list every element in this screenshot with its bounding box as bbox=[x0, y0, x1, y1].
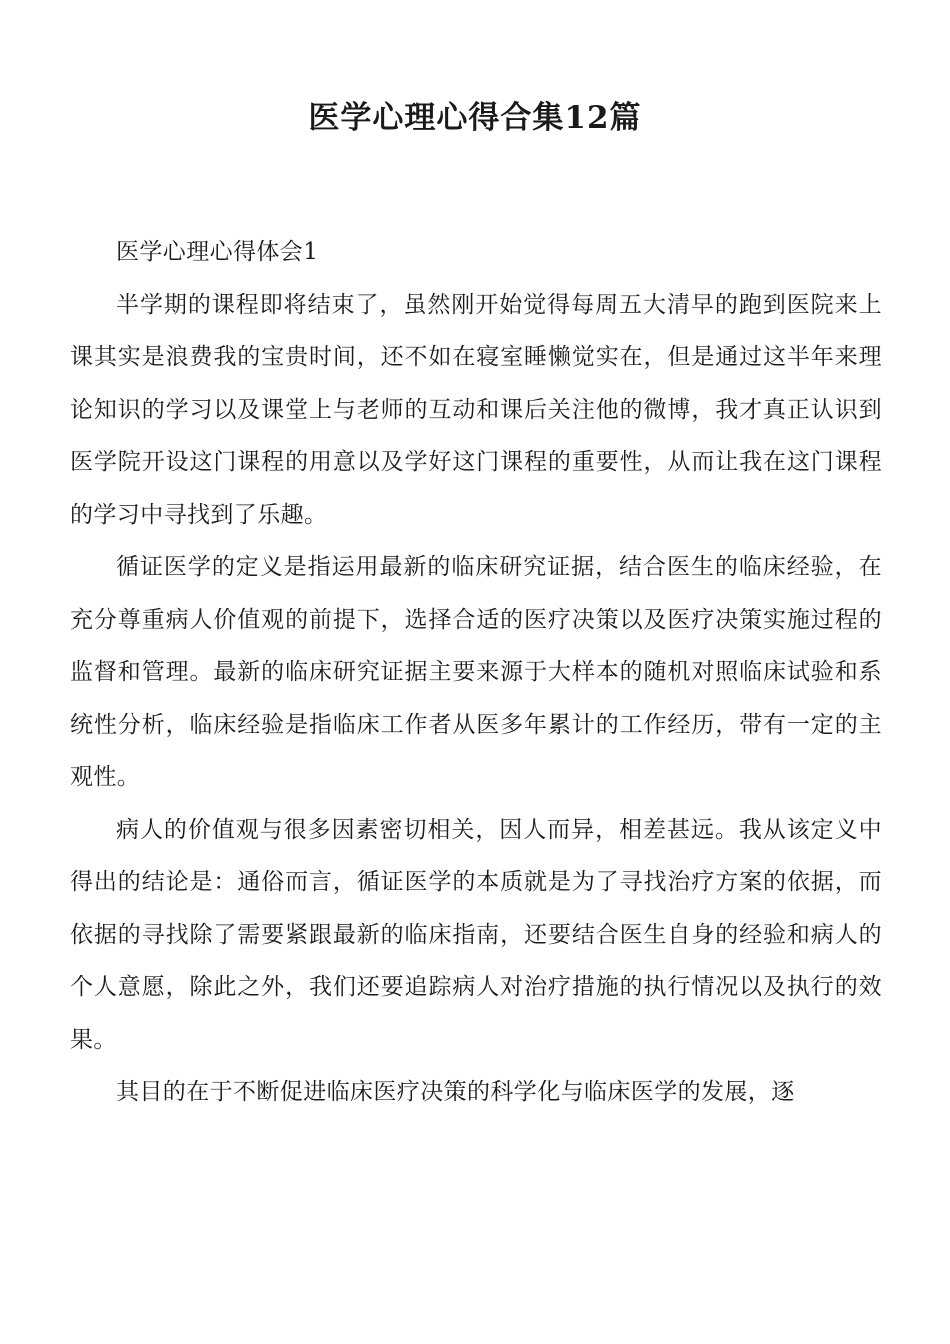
paragraph-1: 半学期的课程即将结束了，虽然刚开始觉得每周五大清早的跑到医院来上课其实是浪费我的宝贵时间，还不如在寝室睡懒觉实在，但是通过这半年来理论知识的学习以及课堂上与老师的互动和课后关注他的微博，我才真正认识到医学院开设这门课程的用意以及学好这门课程的重要性，从而让我在这门课程的学习中寻找到了乐趣。 bbox=[70, 291, 882, 528]
document-title: 医学心理心得合集12篇 bbox=[308, 100, 642, 136]
paragraph-4: 其目的在于不断促进临床医疗决策的科学化与临床医学的发展，逐 bbox=[116, 1079, 795, 1105]
document-body bbox=[70, 226, 882, 1119]
paragraph-3: 病人的价值观与很多因素密切相关，因人而异，相差甚远。我从该定义中得出的结论是：通俗而言，循证医学的本质就是为了寻找治疗方案的依据，而依据的寻找除了需要紧跟最新的临床指南，还要结合医生自身的经验和病人的个人意愿，除此之外，我们还要追踪病人对治疗措施的执行情况以及执行的效果。 bbox=[70, 816, 882, 1053]
section-heading: 医学心理心得体会1 bbox=[116, 239, 319, 265]
paragraph-2: 循证医学的定义是指运用最新的临床研究证据，结合医生的临床经验，在充分尊重病人价值观的前提下，选择合适的医疗决策以及医疗决策实施过程的监督和管理。最新的临床研究证据主要来源于大样本的随机对照临床试验和系统性分析，临床经验是指临床工作者从医多年累计的工作经历，带有一定的主观性。 bbox=[70, 554, 882, 790]
